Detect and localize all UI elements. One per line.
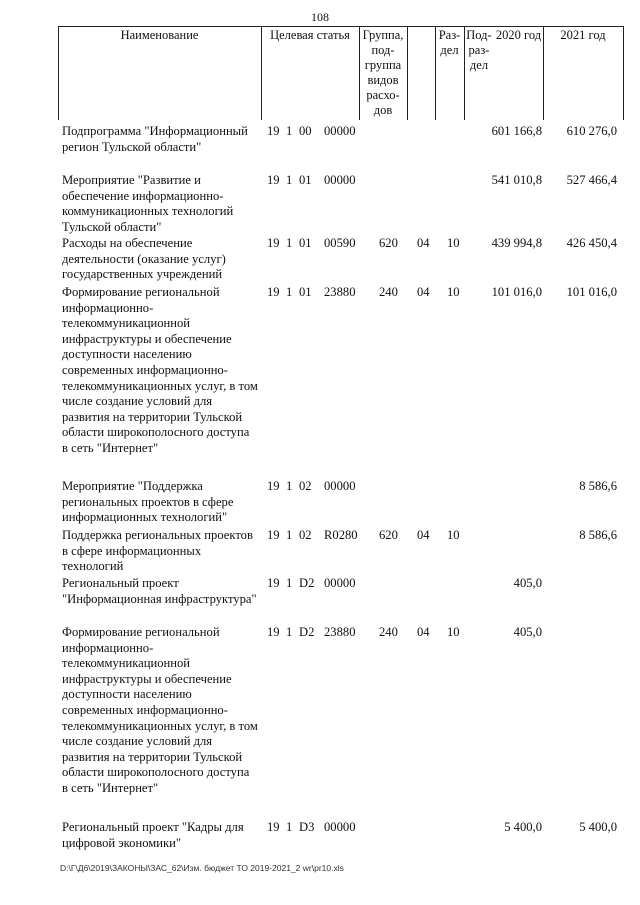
header-subsection-line: дел [469, 58, 489, 72]
row-code-2: 1 [286, 528, 293, 542]
row-code-3: 02 [299, 528, 312, 542]
header-subsection [464, 28, 494, 73]
row-name: Подпрограмма "Информационный регион Тульской области" [62, 124, 248, 154]
row-code-4: 00000 [324, 173, 356, 187]
row-value-2021: 527 466,4 [566, 173, 617, 187]
row-section: 04 [417, 285, 430, 299]
row-name: Мероприятие "Поддержка региональных проектов в сфере информационных технологий" [62, 479, 234, 525]
row-name: Региональный проект "Кадры для цифровой экономики" [62, 820, 244, 850]
row-value-2021: 610 276,0 [566, 124, 617, 138]
row-subsection: 10 [447, 285, 460, 299]
row-name: Формирование региональной информационно-телекоммуникационной инфраструктуры и обеспечение доступности населению современных информационно-телекоммуникационных услуг, в том числе создание условий для развития на территории Тульской области широкополосного доступа в сеть "Интернет" [62, 285, 258, 455]
row-value-2020: 405,0 [513, 576, 542, 590]
row-code-4: 23880 [324, 625, 356, 639]
row-code-3: 01 [299, 285, 312, 299]
row-code-2: 1 [286, 820, 293, 834]
row-name: Поддержка региональных проектов в сфере информационных технологий [62, 528, 253, 574]
row-code-4: R0280 [324, 528, 358, 542]
header-group-line: под- [371, 43, 395, 57]
row-group: 240 [379, 625, 398, 639]
row-name: Расходы на обеспечение деятельности (оказание услуг) государственных учреждений [62, 236, 226, 282]
row-value-2020: 601 166,8 [491, 124, 542, 138]
row-name: Мероприятие "Развитие и обеспечение информационно-коммуникационных технологий Тульской области" [62, 173, 234, 234]
row-code-2: 1 [286, 285, 293, 299]
row-value-2021: 8 586,6 [579, 479, 617, 493]
row-subsection: 10 [447, 236, 460, 250]
row-value-2021: 426 450,4 [566, 236, 617, 250]
header-year-2021: 2021 год [560, 28, 606, 42]
row-code-4: 00000 [324, 479, 356, 493]
row-value-2020: 439 994,8 [491, 236, 542, 250]
header-section [435, 28, 464, 58]
row-code-2: 1 [286, 625, 293, 639]
header-top-border [58, 26, 624, 27]
header-target-article: Целевая статья [270, 28, 350, 42]
row-code-2: 1 [286, 236, 293, 250]
header-group-line: группа [364, 58, 402, 72]
row-code-3: D3 [299, 820, 315, 834]
header-subsection-line: Под- [466, 28, 492, 42]
row-code-1: 19 [267, 576, 280, 590]
row-code-3: 01 [299, 236, 312, 250]
row-code-4: 23880 [324, 285, 356, 299]
row-value-2021: 101 016,0 [566, 285, 617, 299]
row-value-2020: 541 010,8 [491, 173, 542, 187]
row-code-3: D2 [299, 625, 315, 639]
row-subsection: 10 [447, 528, 460, 542]
row-code-1: 19 [267, 173, 280, 187]
row-code-2: 1 [286, 124, 293, 138]
header-group-line: Группа, [362, 28, 404, 42]
row-code-1: 19 [267, 820, 280, 834]
header-group-line: видов [367, 73, 399, 87]
row-code-3: 02 [299, 479, 312, 493]
header-section-line: дел [440, 43, 459, 57]
row-value-2021: 5 400,0 [579, 820, 617, 834]
row-section: 04 [417, 236, 430, 250]
page-number: 108 [311, 10, 329, 24]
row-value-2020: 5 400,0 [504, 820, 542, 834]
row-subsection: 10 [447, 625, 460, 639]
row-code-4: 00000 [324, 576, 356, 590]
row-code-3: D2 [299, 576, 315, 590]
row-code-4: 00000 [324, 820, 356, 834]
row-value-2020: 101 016,0 [491, 285, 542, 299]
row-code-3: 01 [299, 173, 312, 187]
row-name: Региональный проект "Информационная инфраструктура" [62, 576, 257, 606]
row-code-1: 19 [267, 528, 280, 542]
header-divider [623, 26, 624, 120]
table-header [58, 26, 624, 120]
header-subsection-line: раз- [468, 43, 490, 57]
header-section-line: Раз- [438, 28, 461, 42]
row-code-2: 1 [286, 479, 293, 493]
row-section: 04 [417, 625, 430, 639]
row-group: 240 [379, 285, 398, 299]
row-value-2021: 8 586,6 [579, 528, 617, 542]
header-name: Наименование [120, 28, 199, 42]
row-section: 04 [417, 528, 430, 542]
row-code-4: 00590 [324, 236, 356, 250]
row-code-1: 19 [267, 236, 280, 250]
row-value-2020: 405,0 [513, 625, 542, 639]
header-group-line: дов [373, 103, 393, 117]
row-code-4: 00000 [324, 124, 356, 138]
row-code-1: 19 [267, 625, 280, 639]
row-code-3: 00 [299, 124, 312, 138]
row-code-1: 19 [267, 285, 280, 299]
row-group: 620 [379, 236, 398, 250]
file-path-footer: D:\Г\Д6\2019\ЗАКОНЫ\ЗАС_62\Изм. бюджет ТО 2019-2021_2 wr\pr10.xls [60, 863, 344, 873]
header-divider [407, 26, 408, 120]
row-name: Формирование региональной информационно-телекоммуникационной инфраструктуры и обеспечение доступности населению современных информационно-телекоммуникационных услуг, в том числе создание условий для развития на территории Тульской области широкополосного доступа в сеть "Интернет" [62, 625, 258, 795]
row-group: 620 [379, 528, 398, 542]
header-group-line: расхо- [366, 88, 400, 102]
row-code-1: 19 [267, 124, 280, 138]
row-code-2: 1 [286, 576, 293, 590]
header-group [359, 28, 407, 118]
row-code-1: 19 [267, 479, 280, 493]
header-year-2020: 2020 год [495, 28, 542, 42]
row-code-2: 1 [286, 173, 293, 187]
